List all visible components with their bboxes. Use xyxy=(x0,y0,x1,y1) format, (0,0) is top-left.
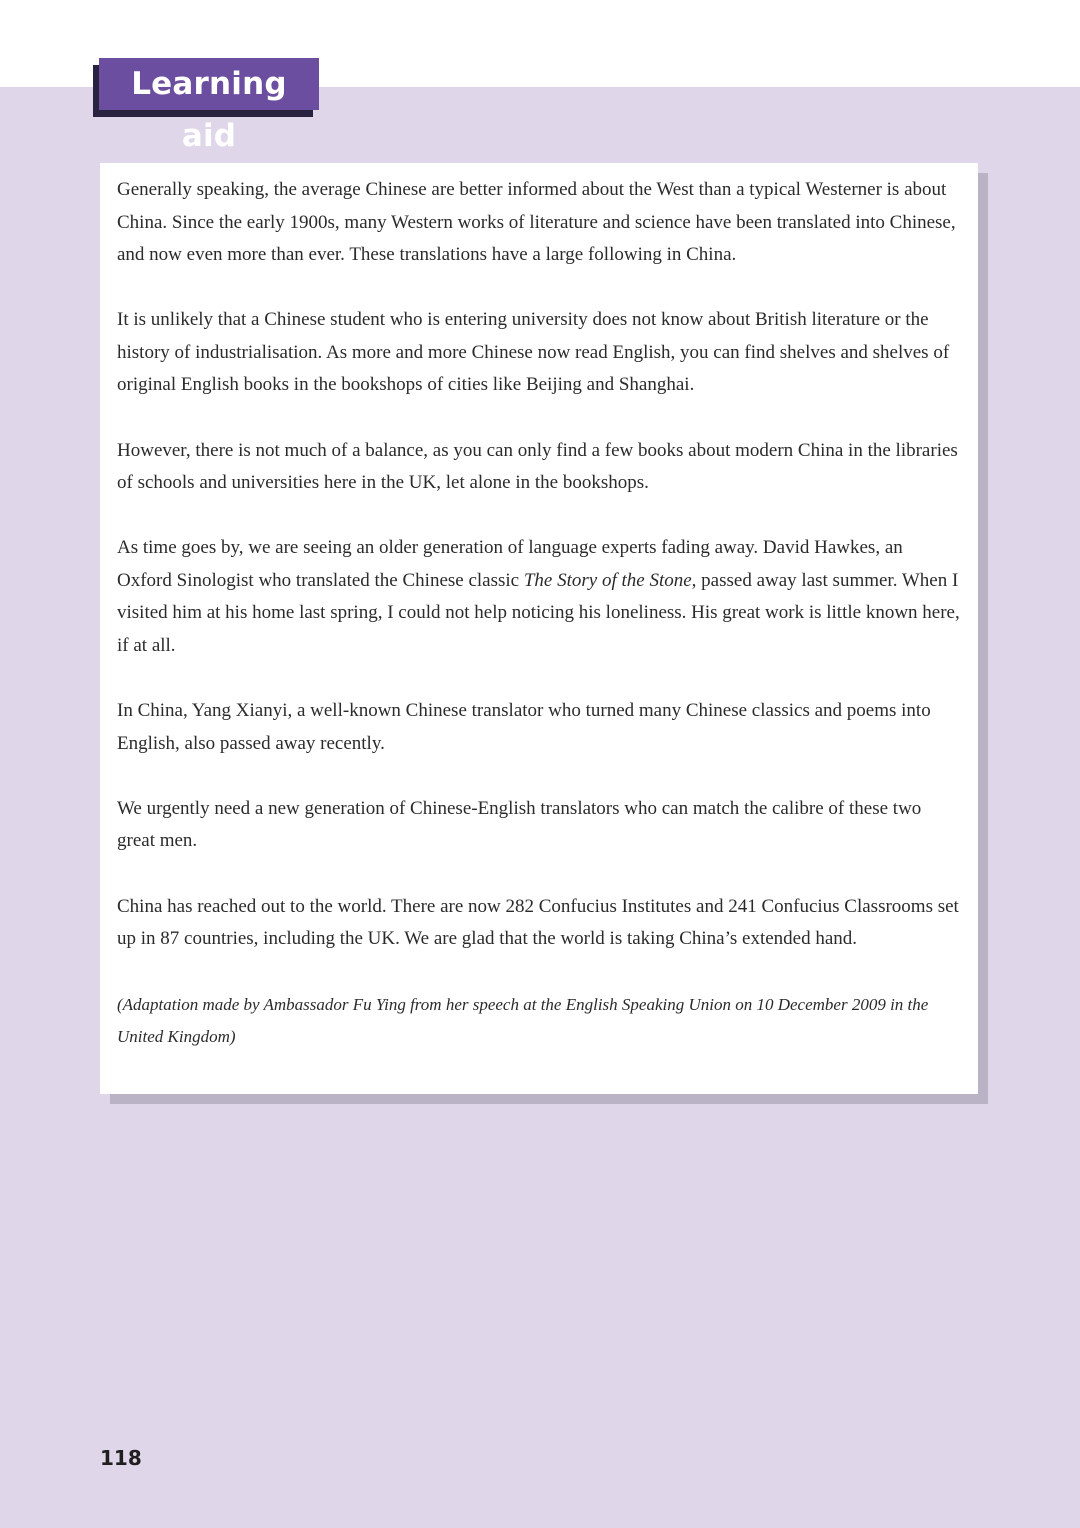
paragraph-6: We urgently need a new generation of Chinese-English translators who can match the calibre of these two great men. xyxy=(117,797,922,852)
source-credit: (Adaptation made by Ambassador Fu Ying from her speech at the English Speaking Union on 10 December 2009 in the United Kingdom) xyxy=(117,994,929,1047)
book-title: The Story of the Stone xyxy=(523,569,692,591)
text-box xyxy=(100,163,978,1094)
paragraph-3: However, there is not much of a balance, as you can only find a few books about modern China in the libraries of schools and universities here in the UK, let alone in the bookshops. xyxy=(117,439,958,494)
paragraph-4-text-after: , passed away last summer. When I visited him at his home last spring, I could not help noticing his loneliness. His great work is little known here, if at all. xyxy=(117,569,960,657)
paragraph-2: It is unlikely that a Chinese student who is entering university does not know about British literature or the history of industrialisation. As more and more Chinese now read English, you can find shelves and shelves of original English books in the bookshops of cities like Beijing and Shanghai. xyxy=(117,309,950,396)
paragraph-4 xyxy=(117,532,960,662)
paragraph-4-text-before: As time goes by, we are seeing an older generation of language experts fading away. David Hawkes, an Oxford Sinologist who translated the Chinese classic xyxy=(117,537,903,591)
paragraph-1: Generally speaking, the average Chinese are better informed about the West than a typical Westerner is about China. Since the early 1900s, many Western works of literature and science have been translated into Chinese, and now even more than ever. These translations have a large following in China. xyxy=(117,179,956,266)
section-label: Learning aid xyxy=(99,58,319,110)
paragraph-7: China has reached out to the world. There are now 282 Confucius Institutes and 241 Confucius Classrooms set up in 87 countries, including the UK. We are glad that the world is taking China’s extended hand. xyxy=(117,895,959,950)
page-number: 118 xyxy=(100,1446,142,1470)
paragraph-5: In China, Yang Xianyi, a well-known Chinese translator who turned many Chinese classics and poems into English, also passed away recently. xyxy=(117,700,931,754)
